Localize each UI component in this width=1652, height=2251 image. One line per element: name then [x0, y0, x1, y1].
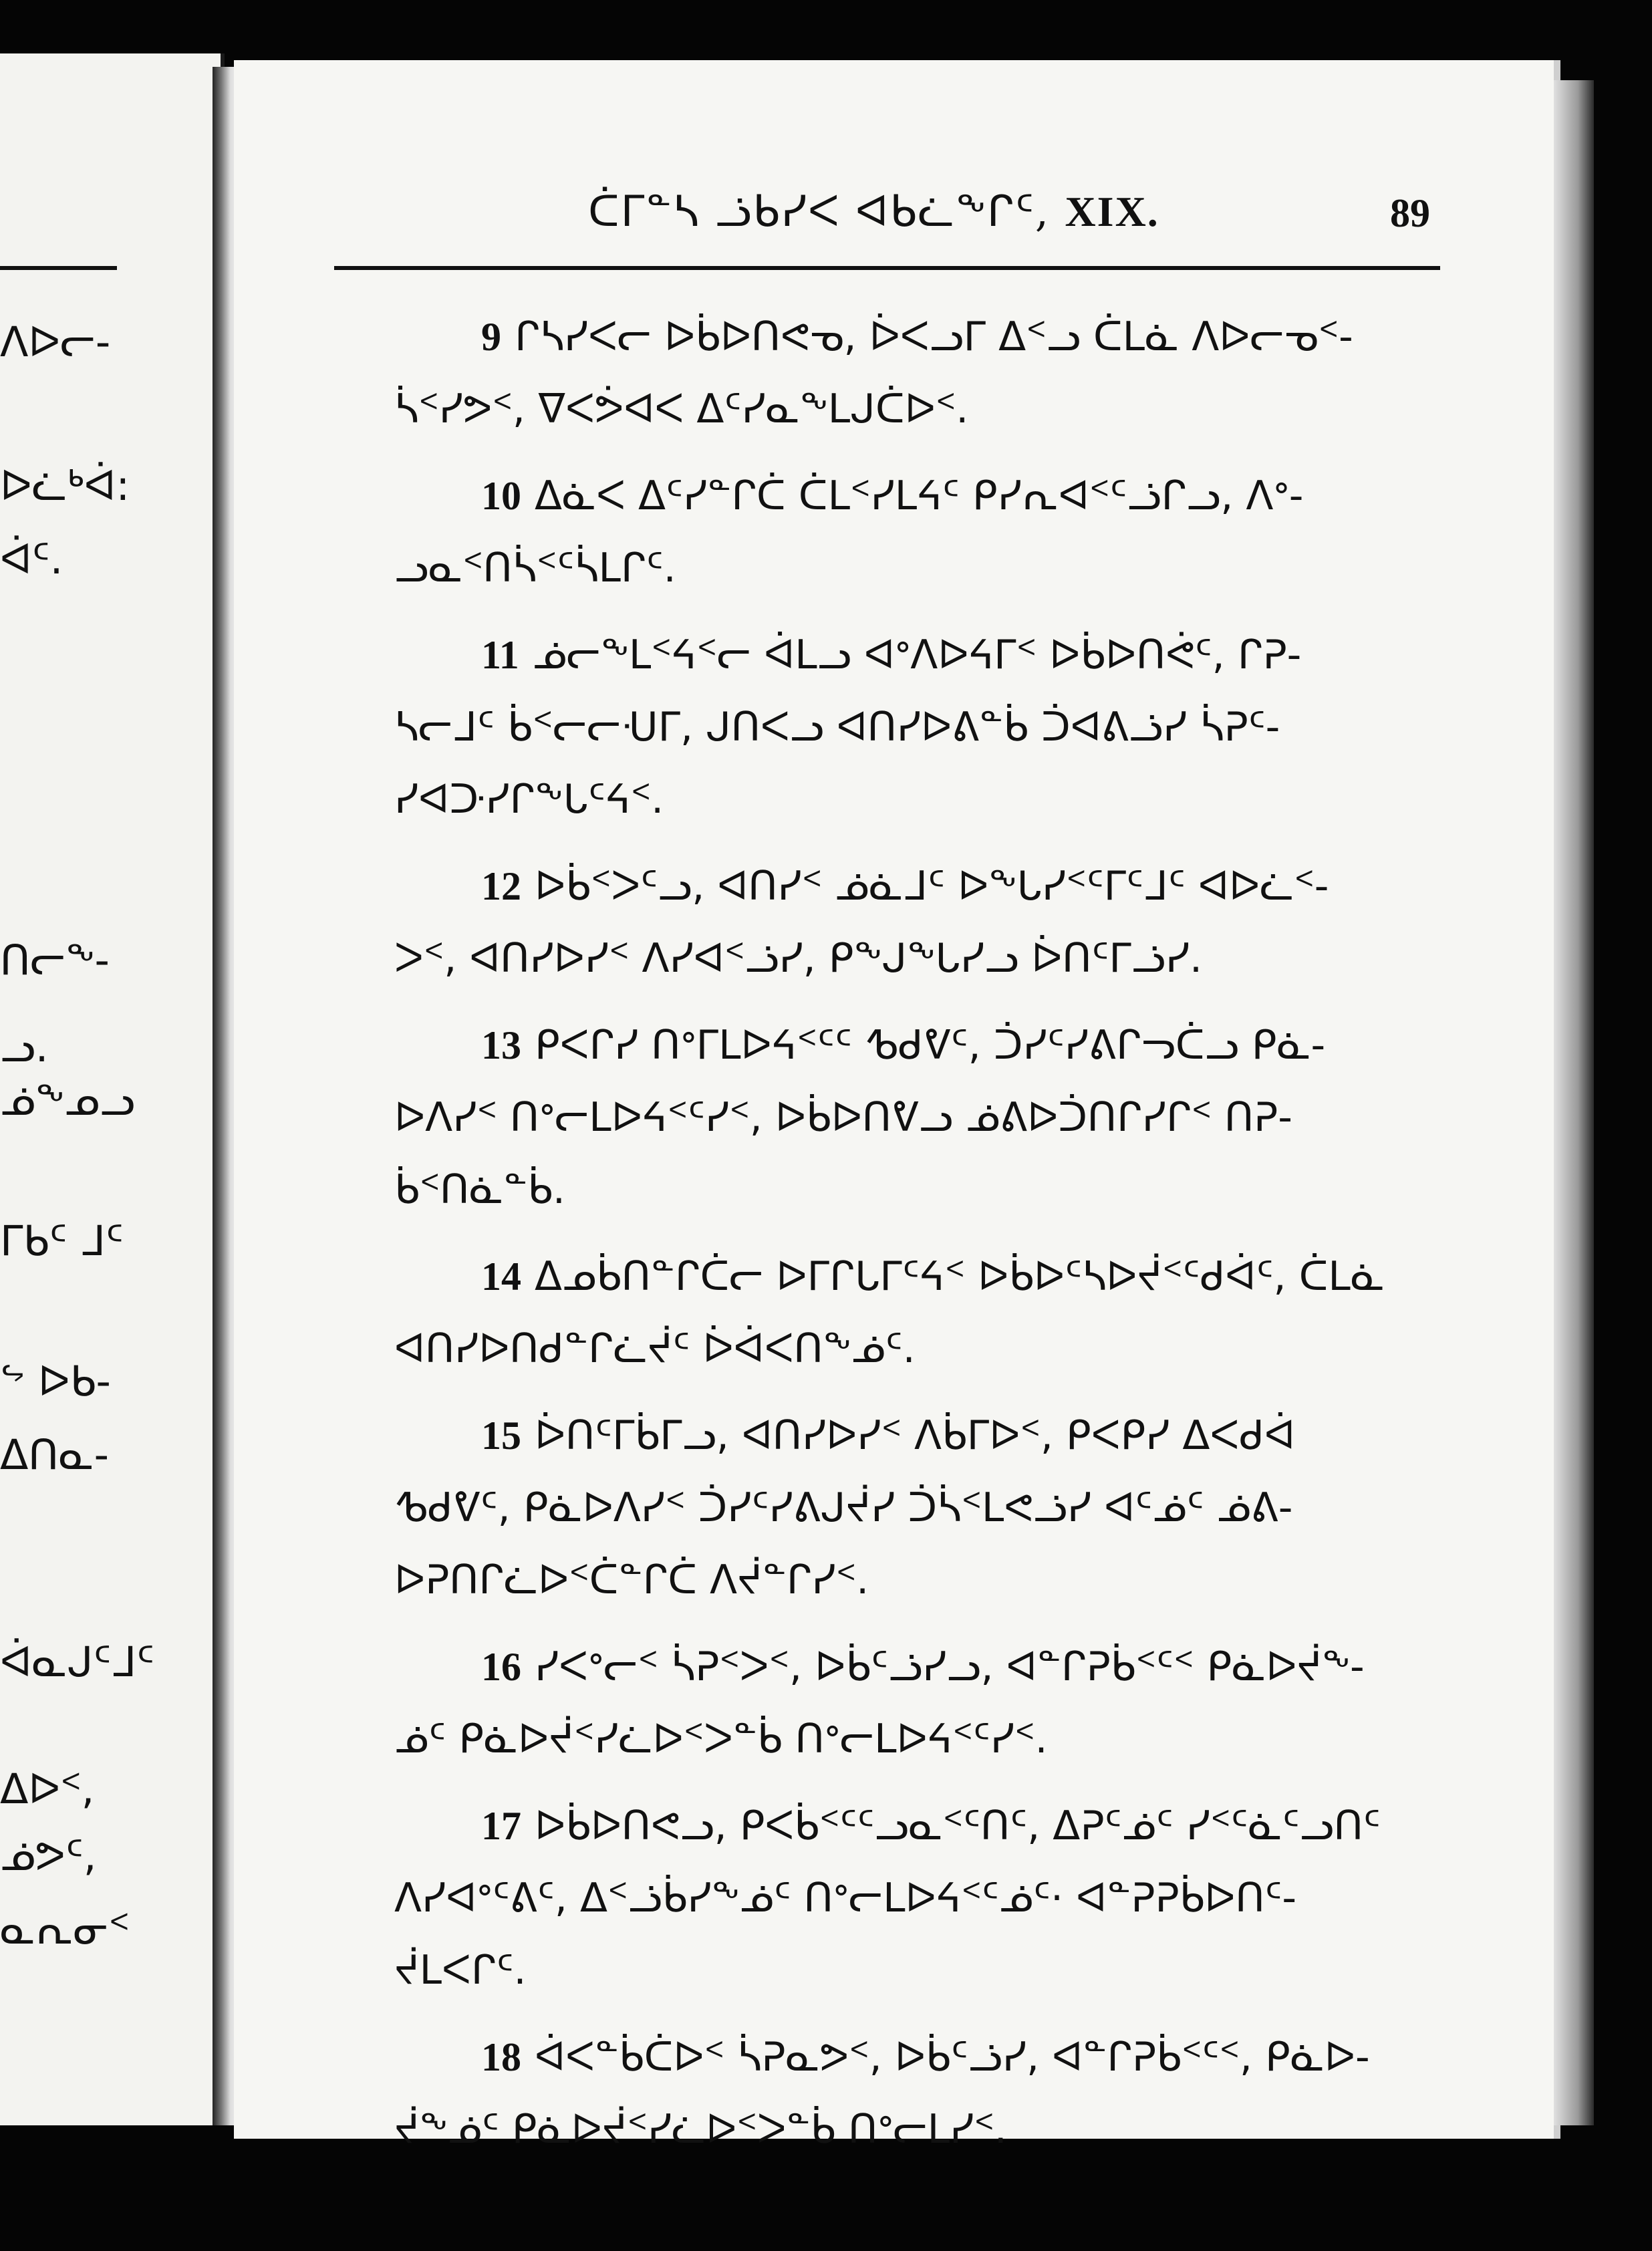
verse-line [307, 1862, 1443, 1934]
left-page-fragment: ᖦ ᐅᑲ- [0, 1357, 111, 1406]
verse-number: 9 [481, 315, 501, 359]
verse-line [307, 1472, 1443, 1544]
left-page [0, 53, 225, 2125]
verse-line [307, 1544, 1443, 1616]
left-page-fragment: ᓗ. [0, 1023, 49, 1071]
verse-line [307, 2093, 1443, 2165]
verse-line [307, 1934, 1443, 2006]
verse-9 [307, 301, 1443, 445]
running-header [588, 187, 1159, 237]
verse-line-text: ᐱᓯᐊᐤᑦᕕᑦ, ᐃᑉᓘᑳᓯᖕᓅᑦ ᑎᐤᓕᒪᐅᔦᑉᑦᓅᑦ· ᐊᓐᕈᕈᑳᐅᑎᑦ- [394, 1875, 1297, 1922]
left-page-fragment: ᓅᖕᓄᓗ [0, 1076, 135, 1125]
verse-line [307, 1703, 1443, 1775]
verse-line-text: ᔫᖕᓅᑦ ᑭᓈᐅᔫᑉᓯᓛᐅᑉᐳᓐᑳ ᑎᐤᓕᒪᓯᑉ. [394, 2106, 1007, 2153]
verse-line [307, 1081, 1443, 1154]
verse-line [307, 691, 1443, 763]
verse-line-text: ᔫᒪᐸᒋᑦ. [394, 1947, 527, 1994]
verse-line [307, 1240, 1443, 1313]
verse-line-text: ᐅᕈᑎᒋᓛᐅᑉᑖᓐᒋᑖ ᐱᔫᓐᒋᓯᑉ. [394, 1557, 869, 1603]
verse-line-text: ᐃᓈᐸ ᐃᑦᓯᓐᒋᑖ ᑖᒪᑉᓯᒪᔦᑦ ᑭᓯᕆᐊᑉᑦᓘᒋᓗ, ᐱᐤ- [535, 473, 1304, 519]
verse-line-text: ᓴᓕᒧᑦ ᑳᑉᓕᓕᑗᒥ, ᒍᑎᐸᓗ ᐊᑎᓯᐅᕕᓐᑳ ᑑᐊᕕᓘᓯ ᓵᕈᑦ- [394, 704, 1280, 751]
verse-line-text: ᐅᐱᓯᑉ ᑎᐤᓕᒪᐅᔦᑉᑦᓯᑉ, ᐅᑳᐅᑎᕓᓗ ᓅᕕᐅᑑᑎᒋᓯᒋᑉ ᑎᕈ- [394, 1094, 1292, 1141]
verse-line-text: ᐆᑎᑦᒥᑳᒥᓗ, ᐊᑎᓯᐅᓯᑉ ᐱᑳᒥᐅᑉ, ᑭᐸᑭᓯ ᐃᐸᑯᐋ [535, 1412, 1296, 1459]
verse-number: 18 [481, 2035, 521, 2079]
verse-number: 14 [481, 1254, 521, 1299]
page-edge [1554, 80, 1594, 2125]
verse-line [307, 460, 1443, 532]
verse-line-text: ᑭᐸᒋᓯ ᑎᐤᒥᒪᐅᔦᑉᑦᑦ ᕹᑯᕓᑦ, ᑑᓯᑦᓯᕕᒋᓓᑖᓗ ᑭᓈ- [535, 1022, 1326, 1069]
verse-line-text: ᐃᓄᑳᑎᓐᒋᑖᓕ ᐅᒥᒋᒐᒥᑦᔦᑉ ᐅᑳᐅᑦᓴᐅᔫᑉᑦᑯᐋᑦ, ᑖᒪᓈ [535, 1253, 1385, 1300]
verse-line-text: ᐊᑎᓯᐅᑎᑯᓐᒋᓛᔫᑦ ᐆᐋᐸᑎᖕᓅᑦ. [394, 1325, 916, 1372]
left-page-fragment: ᐅᓛᒃᐋ: [0, 461, 130, 510]
left-page-fragment: ᓅᕗᑦ, [0, 1831, 97, 1880]
verse-line [307, 763, 1443, 835]
left-page-fragment: ᑎᓕᖕ- [0, 936, 110, 984]
left-page-fragment: ᐃᑎᓇ- [0, 1430, 109, 1479]
left-page-fragment: ᐱᐅᓕ- [0, 317, 111, 366]
verse-18 [307, 2021, 1443, 2165]
verse-15 [307, 1400, 1443, 1616]
verse-16 [307, 1631, 1443, 1775]
verse-number: 10 [481, 474, 521, 518]
verse-line-text: ᓅᑦ ᑭᓈᐅᔫᑉᓯᓛᐅᑉᐳᓐᑳ ᑎᐤᓕᒪᐅᔦᑉᑦᓯᑉ. [394, 1716, 1048, 1762]
verse-line [307, 1154, 1443, 1226]
verse-line [307, 1313, 1443, 1385]
verse-line-text: ᐅᑳᐅᑎᕙᓗ, ᑭᐸᑳᑉᑦᑦᓗᓇᑉᑦᑎᑦ, ᐃᕈᑦᓅᑦ ᓯᑉᑦᓈᑦᓗᑎᑦ [535, 1803, 1381, 1849]
verse-10 [307, 460, 1443, 604]
page-number: 89 [1390, 191, 1430, 235]
left-page-fragment: ᓇᕆᓂᑉ [0, 1905, 130, 1954]
verse-line [307, 1790, 1443, 1862]
verse-line-text: ᐳᑉ, ᐊᑎᓯᐅᓯᑉ ᐱᓯᐊᑉᓘᓯ, ᑭᖕᒍᖕᒐᓯᓗ ᐆᑎᑦᒥᓘᓯ. [394, 935, 1203, 982]
chapter-number: XIX. [1065, 188, 1159, 235]
verse-17 [307, 1790, 1443, 2006]
verse-line [307, 2021, 1443, 2093]
verse-number: 11 [481, 633, 519, 677]
verse-line-text: ᓗᓇᑉᑎᓵᑉᑦᓵᒪᒋᑦ. [394, 545, 676, 591]
verse-line-text: ᕹᑯᕓᑦ, ᑭᓈᐅᐱᓯᑉ ᑑᓯᑦᓯᕕᒍᔫᓯ ᑑᓵᑉᒪᕙᓘᓯ ᐊᑦᓅᑦ ᓅᕕ- [394, 1484, 1293, 1531]
verse-line [307, 1631, 1443, 1703]
verse-number: 16 [481, 1645, 521, 1689]
verse-line-text: ᓵᑉᓯᕗᑉ, ᐁᐸᕘᐊᐸ ᐃᑦᓯᓇᖕᒪᒍᑖᐅᑉ. [394, 386, 969, 432]
verse-line [307, 532, 1443, 604]
verse-line-text: ᓯᐊᑞᓯᒋᖕᒐᑦᔦᑉ. [394, 776, 664, 823]
left-page-fragment: ᒥᑲᑦ ᒧᑦ [0, 1216, 124, 1265]
verse-text [307, 301, 1443, 2180]
verse-number: 12 [481, 864, 521, 908]
header-rule [334, 266, 1440, 270]
verse-12 [307, 850, 1443, 995]
verse-line [307, 301, 1443, 373]
verse-line [307, 850, 1443, 922]
verse-line [307, 1400, 1443, 1472]
verse-line-text: ᓅᓕᖕᒪᑉᔦᑉᓕ ᐋᒪᓗ ᐊᐤᐱᐅᔦᒥᑉ ᐅᑳᐅᑎᕚᑦ, ᒋᕈ- [532, 632, 1302, 678]
left-page-fragment: ᐃᐅᑉ, [0, 1764, 95, 1813]
verse-14 [307, 1240, 1443, 1385]
verse-line [307, 1009, 1443, 1081]
verse-line-text: ᐅᑳᑉᐳᑦᓗ, ᐊᑎᓯᑉ ᓅᓈᒧᑦ ᐅᖕᒐᓯᑉᑦᒥᑦᒧᑦ ᐊᐅᓛᑉ- [535, 863, 1329, 910]
verse-line [307, 922, 1443, 995]
verse-line-text: ᐋᐸᓐᑳᑖᐅᑉ ᓵᕈᓇᕗᑉ, ᐅᑳᑦᓘᓯ, ᐊᓐᒋᕈᑳᑉᑦᑉ, ᑭᓈᐅ- [535, 2034, 1370, 2081]
verse-line [307, 373, 1443, 445]
left-page-fragment: ᐋᓇᒍᑦᒧᑦ [0, 1637, 155, 1686]
verse-line [307, 619, 1443, 691]
verse-number: 17 [481, 1804, 521, 1848]
verse-line-text: ᒋᓴᓯᐸᓕ ᐅᑳᐅᑎᕙᓀ, ᐆᐸᓗᒥ ᐃᑉᓗ ᑖᒪᓈ ᐱᐅᓕᓀᑉ- [515, 313, 1353, 360]
running-title: ᑖᒥᓐᓴ ᓘᑲᓯᐸ ᐊᑲᓛᖕᒋᑦ, [588, 187, 1051, 237]
verse-13 [307, 1009, 1443, 1226]
verse-line-text: ᑳᑉᑎᓈᓐᑳ. [394, 1166, 565, 1213]
verse-line-text: ᓯᐸᐤᓕᑉ ᓵᕈᑉᐳᑉ, ᐅᑳᑦᓘᓯᓗ, ᐊᓐᒋᕈᑳᑉᑦᑉ ᑭᓈᐅᔫᖕ- [535, 1643, 1365, 1690]
verse-11 [307, 619, 1443, 835]
verse-number: 13 [481, 1023, 521, 1067]
verse-number: 15 [481, 1414, 521, 1458]
left-page-fragment: ᐋᑦ. [0, 535, 63, 583]
left-page-rule [0, 266, 117, 270]
